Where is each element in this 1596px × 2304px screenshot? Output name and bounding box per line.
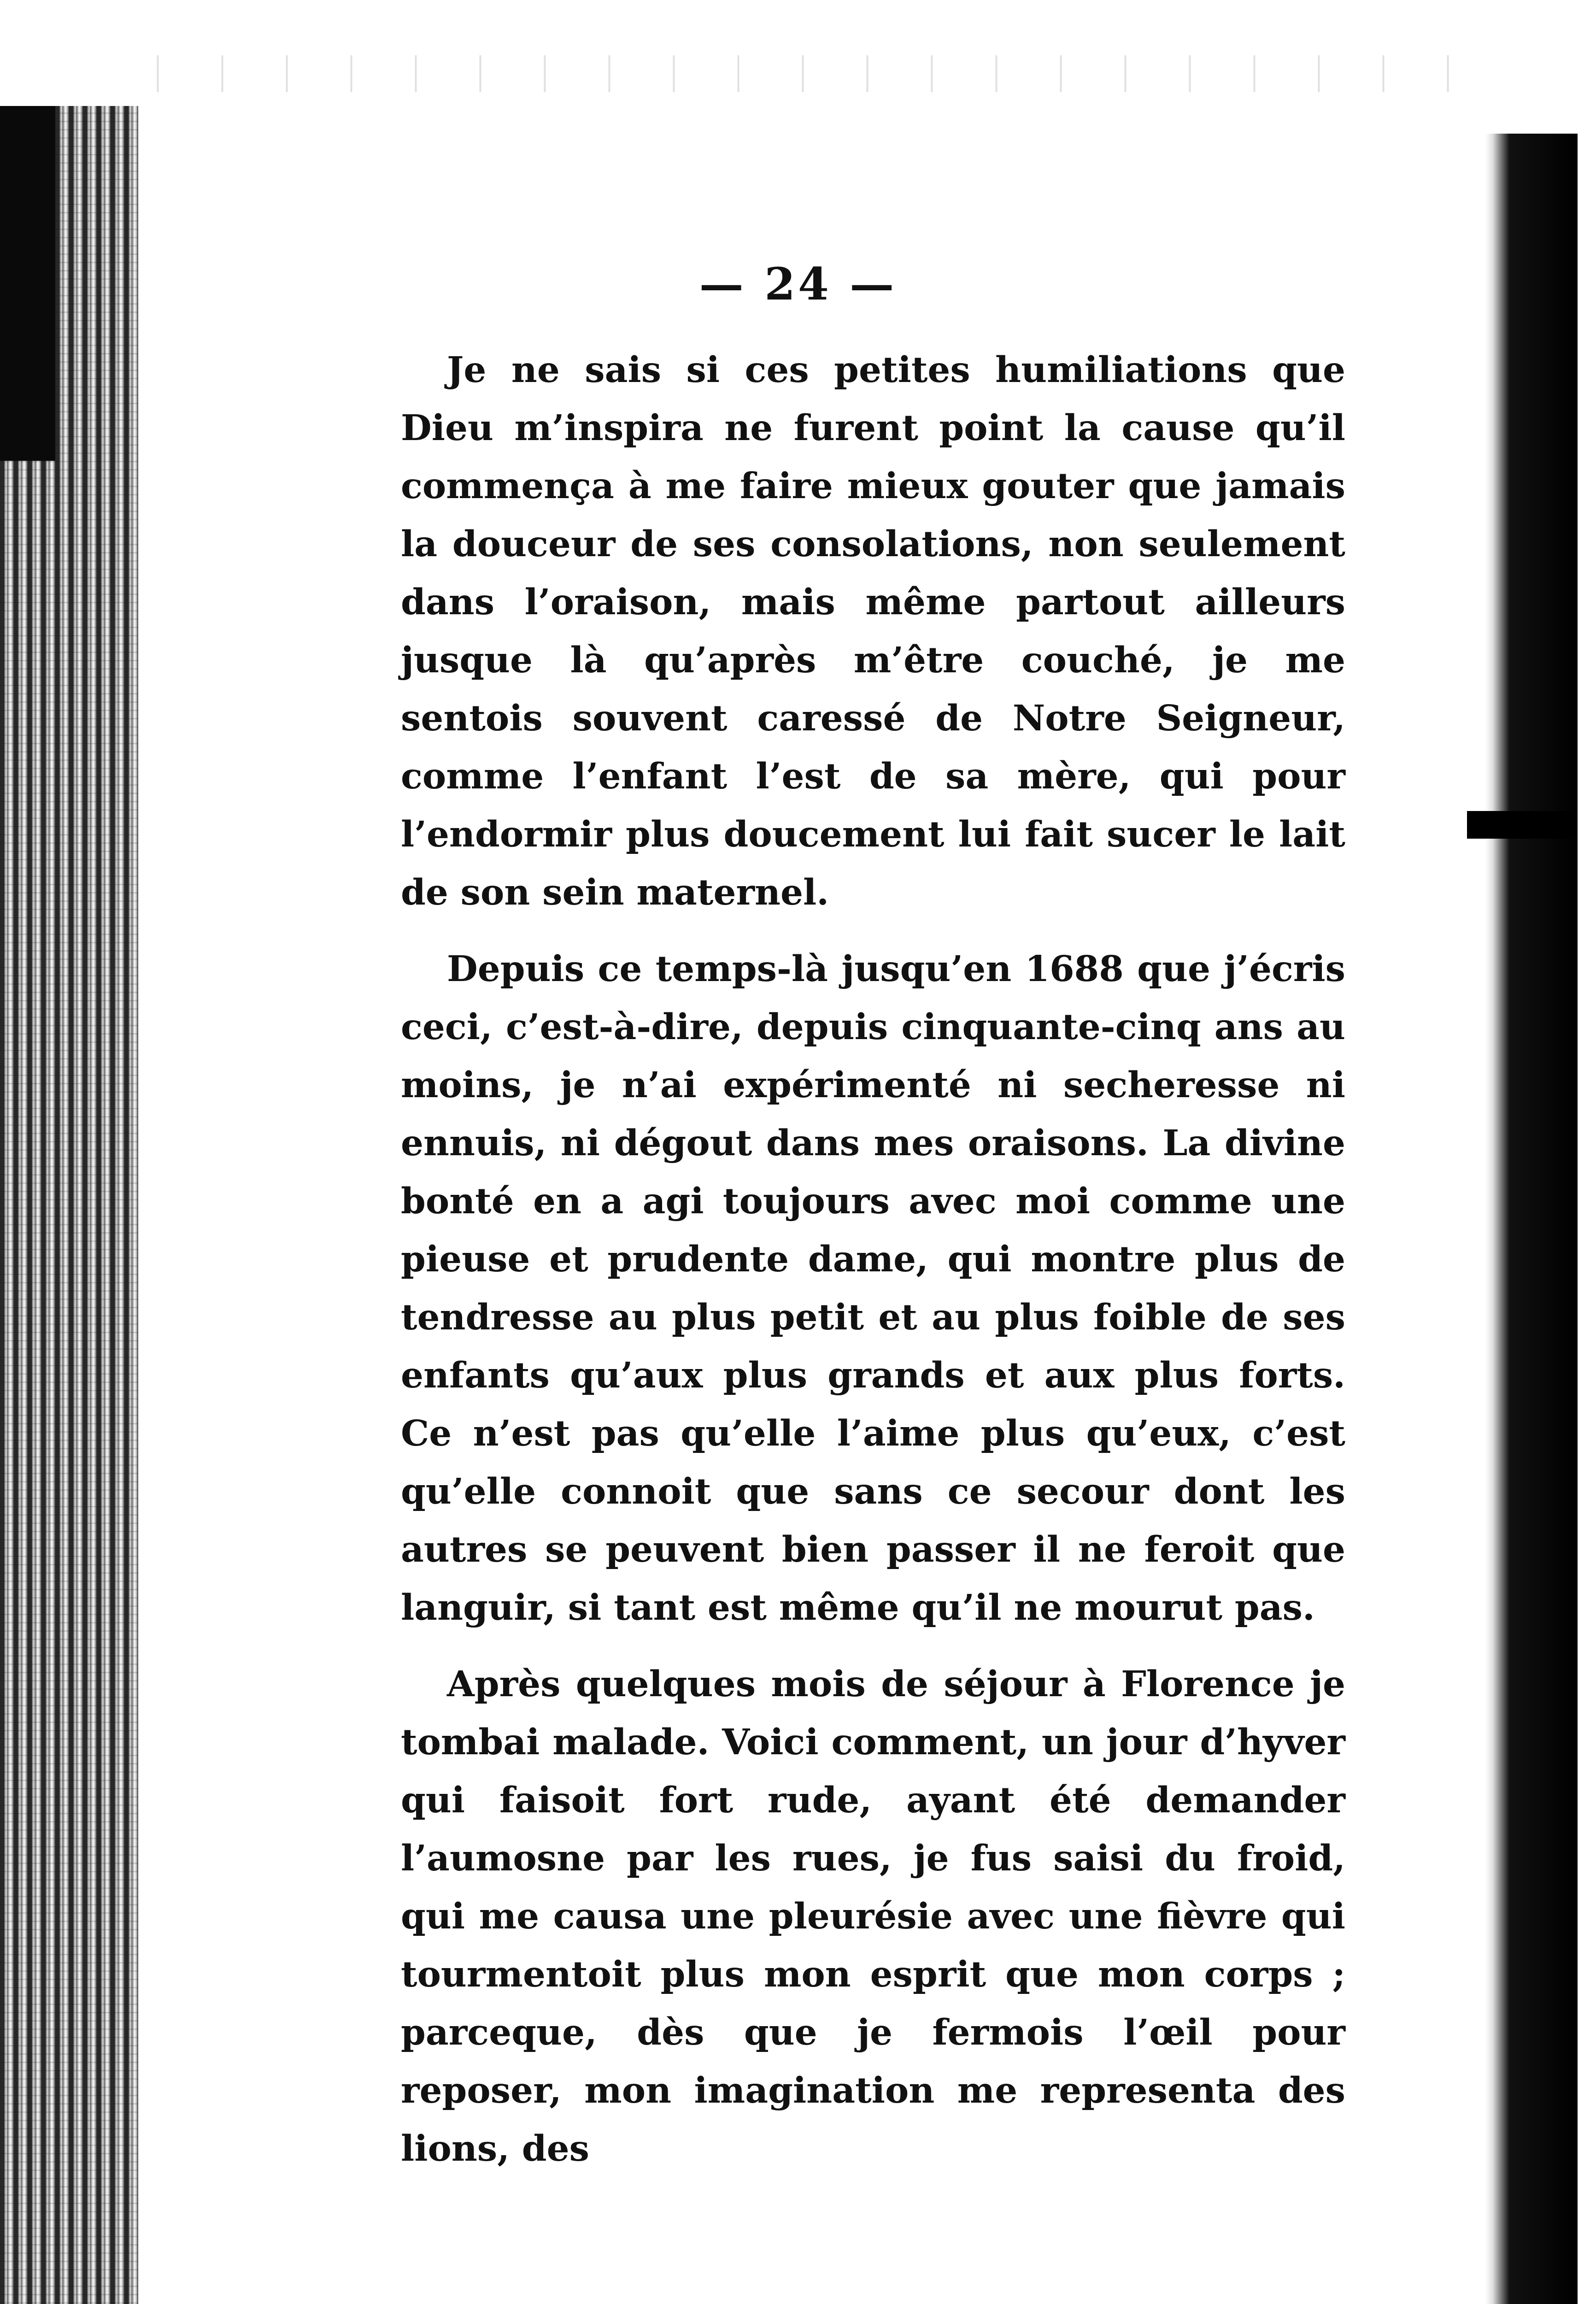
paragraph-3: Après quelques mois de séjour à Florence je tombai malade. Voici comment, un jour d’hyver qui faisoit fort rude, ayant été demander l’aumosne par les rues, je fus saisi du froid, qui me causa une pleurésie avec une fièvre qui tourmentoit plus mon esprit que mon corps ; parceque, dès que je fermois l’œil pour reposer, mon imagination me representa des lions, des — [401, 1663, 1345, 2169]
right-page-edge-shadow — [1485, 134, 1578, 2304]
paragraph-2: Depuis ce temps-là jusqu’en 1688 que j’écris ceci, c’est-à-dire, depuis cinquante-cinq ans au moins, je n’ai expérimenté ni secheresse ni ennuis, ni dégout dans mes oraisons. La divine bonté en a agi toujours avec moi comme une pieuse et prudente dame, qui montre plus de tendresse au plus petit et au plus foible de ses enfants qu’aux plus grands et aux plus forts. Ce n’est pas qu’elle l’aime plus qu’eux, c’est qu’elle connoit que sans ce secour dont les autres se peuvent bien passer il ne feroit que languir, si tant est même qu’il ne mourut pas. — [401, 948, 1345, 1628]
body-text — [401, 341, 1345, 2196]
right-edge-notch — [1467, 811, 1578, 839]
scan-specks — [129, 55, 1465, 92]
page-number: — 24 — — [699, 258, 897, 310]
paragraph-1: Je ne sais si ces petites humiliations que Dieu m’inspira ne furent point la cause qu’il commença à me faire mieux gouter que jamais la douceur de ses consolations, non seulement dans l’oraison, mais même partout ailleurs jusque là qu’après m’être couché, je me sentois souvent caressé de Notre Seigneur, comme l’enfant l’est de sa mère, qui pour l’endormir plus doucement lui fait sucer le lait de son sein maternel. — [401, 349, 1345, 913]
